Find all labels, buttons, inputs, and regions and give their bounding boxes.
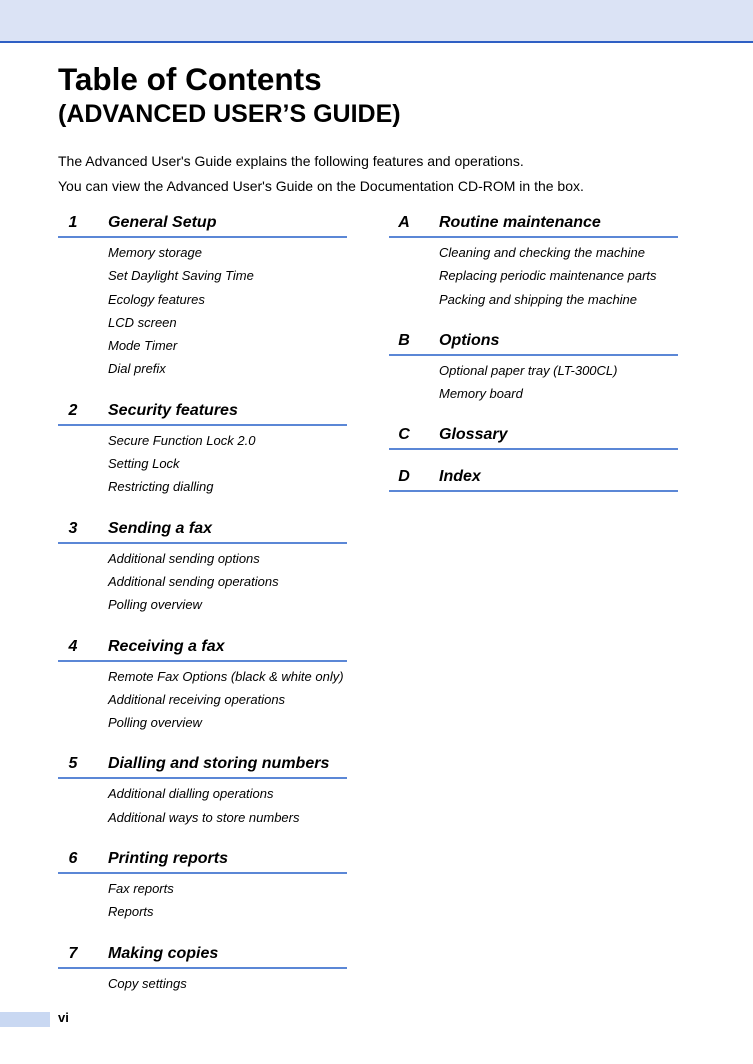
chapter-items	[58, 969, 347, 998]
chapter-title: Security features	[108, 401, 238, 419]
toc-entry[interactable]: Ecology features	[108, 291, 205, 307]
page-subtitle: (ADVANCED USER’S GUIDE)	[58, 100, 401, 128]
chapter-heading[interactable]	[58, 518, 347, 544]
chapter-title: Printing reports	[108, 850, 229, 868]
toc-right-column	[389, 212, 678, 508]
toc-chapter	[389, 424, 678, 450]
toc-chapter	[58, 400, 347, 502]
chapter-heading[interactable]	[389, 424, 678, 450]
toc-entry[interactable]: Polling overview	[108, 597, 202, 613]
chapter-number: B	[398, 331, 410, 349]
toc-entry[interactable]: Additional ways to store numbers	[108, 809, 300, 825]
chapter-title: Routine maintenance	[439, 214, 601, 231]
toc-chapter	[58, 943, 347, 998]
toc-entry[interactable]: Additional receiving operations	[108, 691, 286, 707]
toc-chapter	[58, 212, 347, 384]
toc-chapter	[389, 330, 678, 409]
toc-entry[interactable]: Dial prefix	[108, 361, 166, 377]
toc-entry[interactable]: LCD screen	[108, 314, 177, 330]
chapter-number: 7	[68, 944, 78, 962]
toc-entry[interactable]: Memory board	[439, 386, 523, 402]
toc-chapter	[58, 848, 347, 927]
toc-entry[interactable]: Packing and shipping the machine	[439, 291, 638, 307]
chapter-number: 1	[68, 214, 78, 231]
chapter-number: 4	[68, 637, 78, 655]
chapter-items	[58, 779, 347, 832]
toc-entry[interactable]: Additional dialling operations	[108, 786, 274, 802]
chapter-title: General Setup	[108, 214, 217, 231]
toc-entry[interactable]: Secure Function Lock 2.0	[108, 432, 256, 448]
chapter-heading[interactable]	[58, 848, 347, 874]
toc-entry[interactable]: Remote Fax Options (black & white only)	[108, 668, 344, 684]
chapter-heading[interactable]	[389, 466, 678, 492]
toc-chapter	[58, 518, 347, 620]
toc-entry[interactable]: Mode Timer	[108, 338, 178, 354]
toc-entry[interactable]: Reports	[108, 904, 154, 920]
toc-chapter	[58, 753, 347, 832]
chapter-heading[interactable]	[389, 212, 678, 238]
chapter-number: C	[398, 426, 410, 444]
toc-chapter	[58, 636, 347, 738]
footer-band	[0, 1012, 50, 1027]
chapter-title: Making copies	[108, 944, 219, 962]
chapter-heading[interactable]	[58, 753, 347, 779]
chapter-items	[58, 544, 347, 620]
toc-entry[interactable]: Set Daylight Saving Time	[108, 268, 254, 284]
chapter-number: 2	[68, 401, 78, 419]
chapter-title: Receiving a fax	[108, 637, 225, 655]
toc-entry[interactable]: Setting Lock	[108, 456, 180, 472]
header-band	[0, 0, 753, 43]
toc-entry[interactable]: Polling overview	[108, 715, 202, 731]
toc-left-column	[58, 212, 347, 1014]
toc-entry[interactable]: Cleaning and checking the machine	[439, 245, 645, 260]
intro-line-1: The Advanced User's Guide explains the following features and operations.	[58, 153, 524, 169]
chapter-items	[58, 426, 347, 502]
chapter-title: Sending a fax	[108, 519, 213, 537]
chapter-number: D	[398, 468, 410, 486]
toc-entry[interactable]: Copy settings	[108, 975, 187, 991]
chapter-items	[389, 356, 678, 409]
chapter-title: Options	[439, 331, 500, 349]
chapter-heading[interactable]	[58, 212, 347, 238]
toc-entry[interactable]: Memory storage	[108, 245, 202, 260]
toc-entry[interactable]: Optional paper tray (LT-300CL)	[439, 362, 618, 378]
chapter-title: Glossary	[439, 426, 508, 444]
toc-entry[interactable]: Fax reports	[108, 881, 174, 897]
chapter-title: Index	[439, 468, 481, 486]
chapter-number: 6	[68, 850, 78, 868]
page-title: Table of Contents	[58, 61, 322, 97]
toc-chapter	[389, 466, 678, 492]
chapter-heading[interactable]	[58, 636, 347, 662]
intro-line-2: You can view the Advanced User's Guide on the Documentation CD-ROM in the box.	[58, 178, 584, 194]
chapter-number: 3	[68, 519, 78, 537]
chapter-number: 5	[68, 755, 78, 773]
chapter-items	[58, 238, 347, 384]
chapter-items	[389, 238, 678, 314]
toc-entry[interactable]: Restricting dialling	[108, 479, 214, 495]
page-number: vi	[58, 1010, 69, 1025]
chapter-heading[interactable]	[389, 330, 678, 356]
chapter-heading[interactable]	[58, 943, 347, 969]
toc-entry[interactable]: Additional sending operations	[108, 573, 279, 589]
toc-chapter	[389, 212, 678, 314]
chapter-items	[58, 662, 347, 738]
toc-entry[interactable]: Replacing periodic maintenance parts	[439, 268, 657, 284]
chapter-heading[interactable]	[58, 400, 347, 426]
chapter-number: A	[398, 214, 410, 231]
chapter-items	[58, 874, 347, 927]
toc-entry[interactable]: Additional sending options	[108, 550, 260, 566]
chapter-title: Dialling and storing numbers	[108, 755, 330, 773]
